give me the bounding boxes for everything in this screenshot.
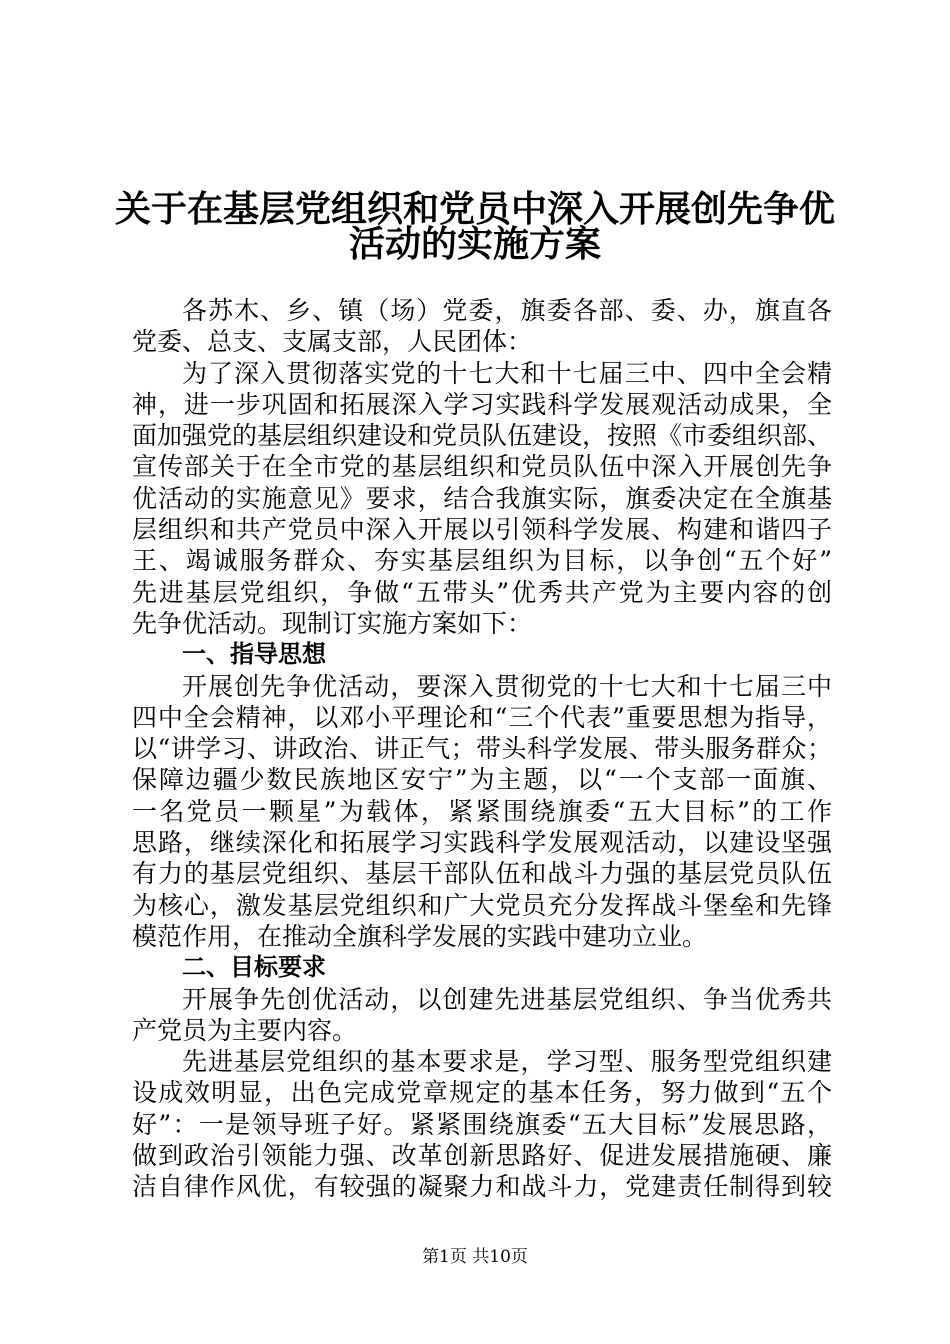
paragraph-line: 设成效明显，出色完成党章规定的基本任务，努力做到“五个 xyxy=(132,1078,832,1108)
salutation-line: 党委、总支、支属支部，人民团体： xyxy=(132,327,533,357)
paragraph-line: 优活动的实施意见》要求，结合我旗实际，旗委决定在全旗基 xyxy=(132,483,832,513)
paragraph-line: 四中全会精神，以邓小平理论和“三个代表”重要思想为指导， xyxy=(132,702,832,732)
page-footer: 第1页 共10页 xyxy=(422,1247,528,1267)
paragraph-line: 先争优活动。现制订实施方案如下： xyxy=(132,608,533,638)
paragraph-line: 做到政治引领能力强、改革创新思路好、促进发展措施硬、廉 xyxy=(132,1141,832,1171)
document-body xyxy=(132,295,832,1203)
paragraph-line: 层组织和共产党员中深入开展以引领科学发展、构建和谐四子 xyxy=(132,515,832,545)
paragraph-line: 模范作用，在推动全旗科学发展的实践中建功立业。 xyxy=(132,921,708,951)
paragraph-line: 开展创先争优活动，要深入贯彻党的十七大和十七届三中 xyxy=(182,671,832,701)
paragraph-line: 为了深入贯彻落实党的十七大和十七届三中、四中全会精 xyxy=(182,358,832,388)
paragraph-line: 先进基层党组织，争做“五带头”优秀共产党为主要内容的创 xyxy=(132,577,832,607)
paragraph-line: 面加强党的基层组织建设和党员队伍建设，按照《市委组织部、 xyxy=(132,421,833,451)
paragraph-line: 一名党员一颗星”为载体，紧紧围绕旗委“五大目标”的工作 xyxy=(132,796,832,826)
paragraph-line: 开展争先创优活动，以创建先进基层党组织、争当优秀共 xyxy=(182,984,832,1014)
paragraph-line: 王、竭诚服务群众、夯实基层组织为目标，以争创“五个好” xyxy=(132,546,832,576)
paragraph-line: 为核心，激发基层党组织和广大党员充分发挥战斗堡垒和先锋 xyxy=(132,890,832,920)
paragraph-line: 思路，继续深化和拓展学习实践科学发展观活动，以建设坚强 xyxy=(132,828,832,858)
paragraph-line: 有力的基层党组织、基层干部队伍和战斗力强的基层党员队伍 xyxy=(132,859,832,889)
paragraph-line: 以“讲学习、讲政治、讲正气；带头科学发展、带头服务群众； xyxy=(132,734,832,764)
paragraph-line: 洁自律作风优，有较强的凝聚力和战斗力，党建责任制得到较 xyxy=(132,1172,832,1202)
paragraph-line: 好”：一是领导班子好。紧紧围绕旗委“五大目标”发展思路， xyxy=(132,1109,832,1139)
paragraph-line: 先进基层党组织的基本要求是，学习型、服务型党组织建 xyxy=(182,1047,832,1077)
paragraph-line: 神，进一步巩固和拓展深入学习实践科学发展观活动成果，全 xyxy=(132,389,832,419)
section-heading: 一、指导思想 xyxy=(182,640,326,669)
paragraph-line: 保障边疆少数民族地区安宁”为主题，以“一个支部一面旗、 xyxy=(132,765,832,795)
document-title-line-1: 关于在基层党组织和党员中深入开展创先争优 xyxy=(114,189,835,230)
paragraph-line: 宣传部关于在全市党的基层组织和党员队伍中深入开展创先争 xyxy=(132,452,832,482)
paragraph-line: 产党员为主要内容。 xyxy=(132,1015,358,1045)
section-heading: 二、目标要求 xyxy=(182,953,326,982)
salutation-line: 各苏木、乡、镇（场）党委，旗委各部、委、办，旗直各 xyxy=(182,296,832,325)
document-title-line-2: 活动的实施方案 xyxy=(348,224,601,265)
